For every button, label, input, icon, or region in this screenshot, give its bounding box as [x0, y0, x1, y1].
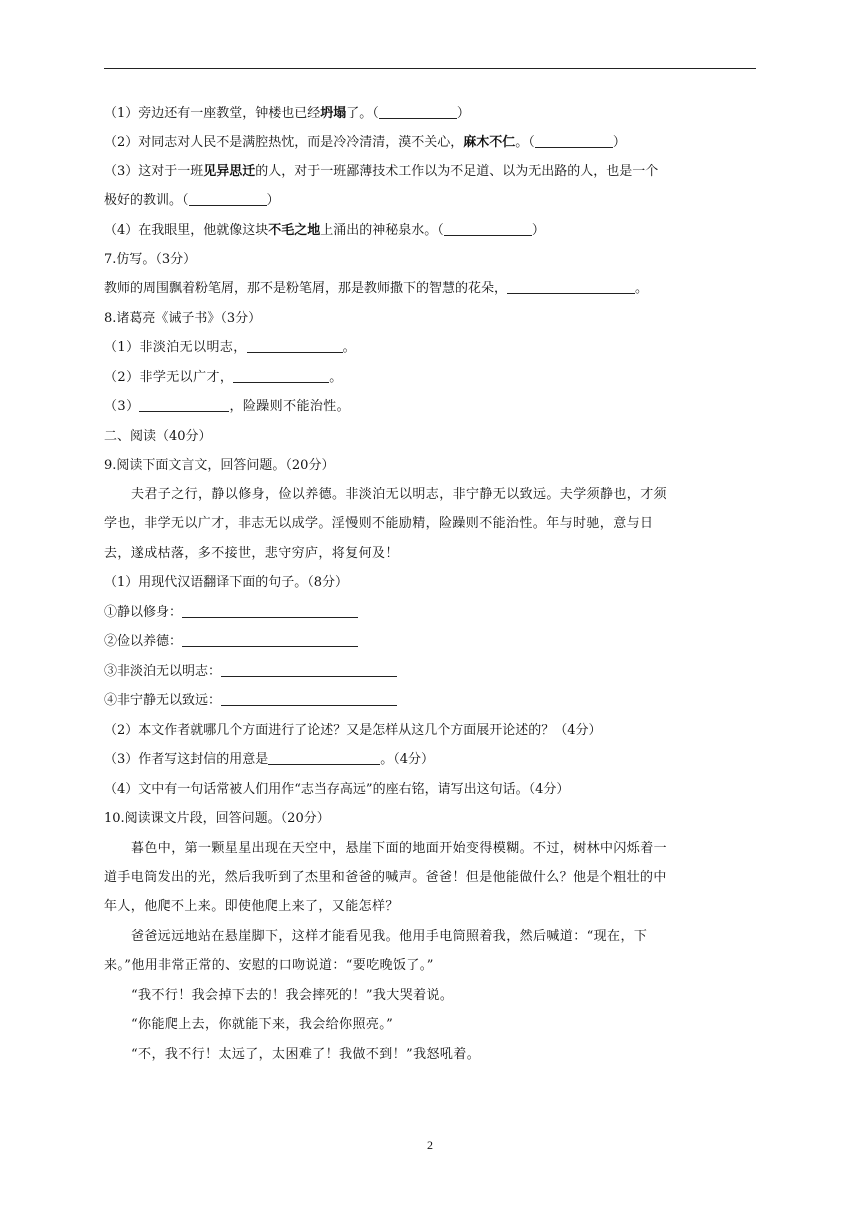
- q9-subq-3: （3）作者写这封信的用意是 。（4分）: [104, 752, 435, 767]
- q6-item-3-cont: 极好的教训。（ ）: [104, 193, 280, 208]
- q7-title: 7.仿写。（3分）: [104, 252, 197, 267]
- q10-passage-line: 道手电筒发出的光，然后我听到了杰里和爸爸的喊声。爸爸！但是他能做什么？他是个粗壮的中: [104, 870, 667, 885]
- q9-subq-1: （1）用现代汉语翻译下面的句子。（8分）: [104, 575, 349, 590]
- answer-blank[interactable]: [379, 105, 457, 119]
- answer-blank[interactable]: [247, 339, 343, 353]
- q9-subq-4: （4）文中有一句话常被人们用作“志当存高远”的座右铭，请写出这句话。（4分）: [104, 782, 570, 797]
- q10-passage-line: “你能爬上去，你就能下来，我会给你照亮。”: [131, 1017, 394, 1032]
- q6-item-3: （3）这对于一班见异思迁的人，对于一班鄙薄技术工作以为不足道、以为无出路的人，也是一个: [104, 164, 659, 179]
- q10-passage-line: 暮色中，第一颗星星出现在天空中，悬崖下面的地面开始变得模糊。不过，树林中闪烁着一: [131, 841, 668, 856]
- q8-item-1: （1）非淡泊无以明志， 。: [104, 340, 357, 355]
- answer-blank[interactable]: [444, 222, 532, 236]
- q9-translate-a: ①静以修身：: [104, 604, 358, 622]
- section-heading: 二、阅读（40分）: [104, 429, 212, 444]
- q9-subq-2: （2）本文作者就哪几个方面进行了论述？又是怎样从这几个方面展开论述的？（4分）: [104, 723, 602, 738]
- q8-item-2: （2）非学无以广才， 。: [104, 370, 343, 385]
- q10-passage-line: “我不行！我会掉下去的！我会摔死的！”我大哭着说。: [131, 988, 454, 1003]
- answer-blank[interactable]: [182, 633, 358, 647]
- q10-title: 10.阅读课文片段，回答问题。（20分）: [104, 811, 330, 826]
- q9-translate-d: ④非宁静无以致远：: [104, 692, 397, 710]
- q6-item-4: （4）在我眼里，他就像这块不毛之地上涌出的神秘泉水。（ ）: [104, 223, 545, 238]
- answer-blank[interactable]: [268, 751, 380, 765]
- answer-blank[interactable]: [507, 280, 635, 294]
- q10-passage-line: 来。”他用非常正常的、安慰的口吻说道：“要吃晚饭了。”: [104, 958, 434, 973]
- q8-item-3: （3） ，险躁则不能治性。: [104, 399, 351, 414]
- answer-blank[interactable]: [221, 692, 397, 706]
- q9-passage-line: 学也，非学无以广才，非志无以成学。淫慢则不能励精，险躁则不能治性。年与时驰，意与日: [104, 516, 654, 531]
- q7-text: 教师的周围飘着粉笔屑，那不是粉笔屑，那是教师撒下的智慧的花朵， 。: [104, 281, 649, 296]
- q8-title: 8.诸葛亮《诫子书》（3分）: [104, 311, 262, 326]
- q6-item-2: （2）对同志对人民不是满腔热忱，而是冷冷清清，漠不关心，麻木不仁。（ ）: [104, 135, 626, 150]
- q10-passage-line: “不，我不行！太远了，太困难了！我做不到！”我怒吼着。: [131, 1047, 481, 1062]
- q10-passage-line: 爸爸远远地站在悬崖脚下，这样才能看见我。他用手电筒照着我，然后喊道：“现在，下: [131, 929, 648, 944]
- answer-blank[interactable]: [221, 663, 397, 677]
- q9-translate-c: ③非淡泊无以明志：: [104, 663, 397, 681]
- header-rule: [104, 68, 756, 69]
- answer-blank[interactable]: [189, 192, 267, 206]
- q9-passage-line: 夫君子之行，静以修身，俭以养德。非淡泊无以明志，非宁静无以致远。夫学须静也，才须: [131, 487, 668, 502]
- page-number: 2: [427, 1138, 433, 1152]
- q9-translate-b: ②俭以养德：: [104, 633, 358, 651]
- q6-item-1: （1）旁边还有一座教堂，钟楼也已经坍塌了。（ ）: [104, 106, 470, 121]
- answer-blank[interactable]: [535, 134, 613, 148]
- answer-blank[interactable]: [182, 604, 358, 618]
- q9-passage-line: 去，遂成枯落，多不接世，悲守穷庐，将复何及！: [104, 546, 399, 561]
- answer-blank[interactable]: [139, 398, 229, 412]
- q9-title: 9.阅读下面文言文，回答问题。（20分）: [104, 458, 335, 473]
- q10-passage-line: 年人，他爬不上来。即使他爬上来了，又能怎样？: [104, 899, 399, 914]
- answer-blank[interactable]: [233, 369, 329, 383]
